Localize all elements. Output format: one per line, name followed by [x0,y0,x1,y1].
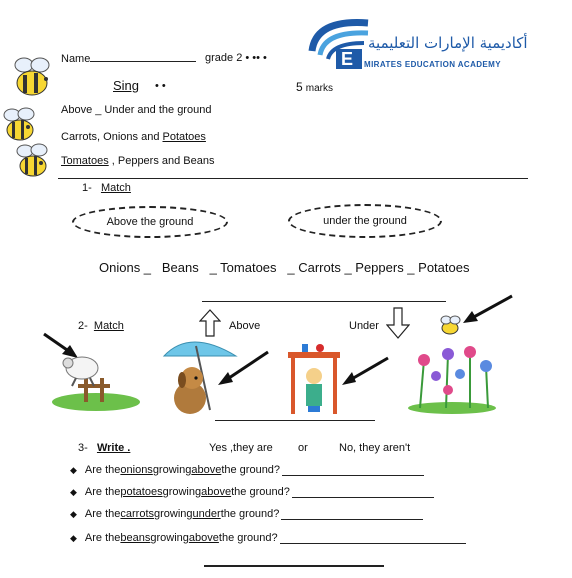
arrow-icon [342,358,388,385]
section2-pictures [0,290,572,420]
word-bank: Onions _ Beans _ Tomatoes _ Carrots _ Peppers _ Potatoes [99,260,470,275]
diamond-bullet-icon: ◆ [70,532,77,543]
under-label: Under [349,320,379,332]
bee-icon [12,142,54,185]
section3-heading: 3- Write . [78,442,131,454]
footer-line [204,565,384,567]
sheep-fence-image [52,357,140,411]
diamond-bullet-icon: ◆ [70,464,77,475]
sing-line-2: Carrots, Onions and Potatoes [61,131,206,143]
section2-heading: 2- Match [78,320,124,332]
answer-blank[interactable] [282,465,424,476]
arrow-icon [218,352,268,385]
flowers-bee-image [408,316,496,414]
answer-blank[interactable] [280,533,466,544]
answer-line[interactable] [215,420,375,421]
section-divider [58,178,528,179]
above-label: Above [229,320,261,332]
logo-english-text: MIRATES EDUCATION ACADEMY [364,60,501,69]
sing-dots: • • [155,80,166,92]
yes-answer: Yes ,they are [209,442,273,454]
question-1: ◆ Are the onions growing above the ground? [70,464,424,476]
svg-text:E: E [341,49,354,69]
question-4: ◆ Are the beans growing above the ground? [70,532,466,544]
logo-arabic-text: أكاديمية الإمارات التعليمية [368,34,528,52]
question-3: ◆ Are the carrots growing under the ground? [70,508,423,520]
answer-blank[interactable] [292,487,434,498]
no-answer: No, they aren't [339,442,411,454]
arrow-icon [44,334,78,358]
oval-left-label: Above the ground [106,216,194,228]
diamond-bullet-icon: ◆ [70,508,77,519]
sing-line-1: Above _ Under and the ground [61,104,212,116]
name-label: Name [61,52,196,65]
above-the-ground-oval[interactable] [72,206,228,238]
oval-right-label: under the ground [323,215,407,227]
under-the-ground-oval[interactable] [288,204,442,238]
or-label: or [298,442,308,454]
arrow-icon [463,296,512,323]
answer-blank[interactable] [281,509,423,520]
sing-title: Sing [113,78,140,93]
bee-icon [10,55,56,104]
grade-label: grade 2 • •• • [205,52,267,64]
diamond-bullet-icon: ◆ [70,486,77,497]
section1-heading: 1- Match [82,182,131,194]
girl-table-image [288,344,340,414]
marks-label: 5 marks [296,80,333,94]
sing-line-3: Tomatoes , Peppers and Beans [61,155,215,167]
question-2: ◆ Are the potatoes growing above the ground? [70,486,434,498]
